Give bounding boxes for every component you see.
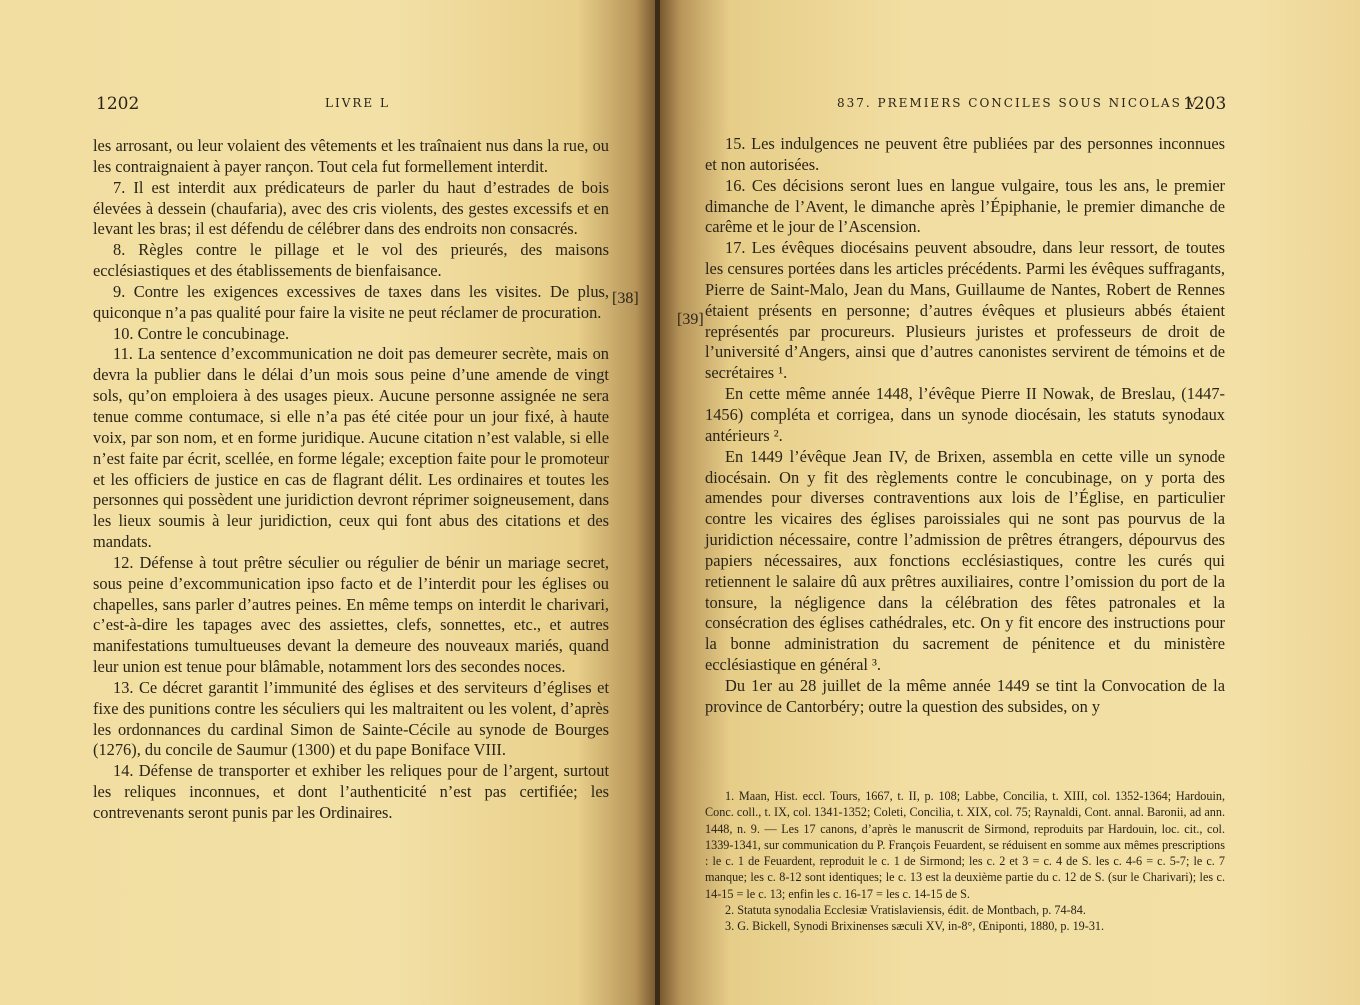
footnote: 1. Maan, Hist. eccl. Tours, 1667, t. II, p. 108; Labbe, Concilia, t. XIII, col. 1352-1364; Hardouin, Conc. coll., t. IX, col. 1341-1352; Coleti, Concilia, t. XIX, col. 75; Raynaldi, Cont. annal. Baronii, ad ann. 1448, n. 9. — Les 17 canons, d’après le manuscrit de Sirmond, reproduits par Hardouin, loc. cit., col. 1339-1341, sur communication du P. François Feuardent, se réduisent en somme aux mêmes prescriptions : le c. 1 de Feuardent, reproduit le c. 1 de Sirmond; les c. 2 et 3 = c. 4 de S. les c. 4-6 = c. 5-7; le c. 7 manque; les c. 8-12 sont identiques; le c. 13 est la deuxième partie du c. 12 de S. (sur le Charivari); les c. 14-15 = le c. 13; enfin les c. 16-17 = les c. 14-15 de S. bbox=[705, 789, 1225, 901]
paragraph: les arrosant, ou leur volaient des vêtements et les traînaient nus dans la rue, ou les contraignaient à payer rançon. Tout cela fut formellement interdit. bbox=[93, 136, 609, 176]
running-head: LIVRE L bbox=[325, 96, 390, 110]
margin-marker: [38] bbox=[612, 290, 639, 307]
paragraph: 17. Les évêques diocésains peuvent absoudre, dans leur ressort, de toutes les censures portées dans les articles précédents. Parmi les évêques suffragants, Pierre de Saint-Malo, Jean du Mans, Guillaume de Nantes, Robert de Rennes étaient présents en personne; d’autres évêques et plusieurs abbés étaient représentés par procureurs. Plusieurs juristes et professeurs de droit de l’université d’Angers, ainsi que d’autres canonistes servirent de témoins et de secrétaires ¹. bbox=[705, 238, 1225, 383]
paragraph: 9. Contre les exigences excessives de taxes dans les visites. De plus, quiconque n’a pas qualité pour faire la visite ne peut réclamer de procuration. bbox=[93, 281, 609, 322]
margin-marker: [39] bbox=[677, 311, 704, 328]
paragraph: Du 1er au 28 juillet de la même année 1449 se tint la Convocation de la province de Cantorbéry; outre la question des subsides, on y bbox=[705, 675, 1225, 716]
paragraph: 11. La sentence d’excommunication ne doit pas demeurer secrète, mais on devra la publier dans le délai d’un mois sous peine d’une amende de vingt sols, qu’on emploiera à des usages pieux. Aucune personne assignée ne sera tenue comme contumace, si elle n’a pas été citée pour un jour fixé, à haute voix, par son nom, et en forme juridique. Aucune citation n’est valable, si elle n’est faite par écrit, scellée, en forme légale; exception faite pour le promoteur et les officiers de justice en cas de flagrant délit. Les ordinaires et toutes les personnes qui possèdent une juridiction devront réprimer soigneusement, dans les lieux soumis à leur juridiction, ceux qui font abus des citations et des mandats. bbox=[93, 344, 609, 552]
paragraph: 14. Défense de transporter et exhiber les reliques pour de l’argent, surtout les reliques inconnues, et dont l’authenticité n’est pas certifiée; les contrevenants seront punis par les Ordinaires. bbox=[93, 761, 609, 822]
page-number: 1203 bbox=[1183, 94, 1227, 114]
paragraph: 15. Les indulgences ne peuvent être publiées par des personnes inconnues et non autorisées. bbox=[705, 134, 1225, 174]
paragraph: 13. Ce décret garantit l’immunité des églises et des serviteurs d’églises et fixe des punitions contre les séculiers qui les maltraitent ou les volent, d’après les ordonnances du cardinal Simon de Sainte-Cécile au synode de Bourges (1276), du concile de Saumur (1300) et du pape Boniface VIII. bbox=[93, 677, 609, 760]
running-head: 837. PREMIERS CONCILES SOUS NICOLAS V bbox=[837, 96, 1199, 110]
left-page bbox=[0, 0, 655, 1005]
paragraph: En 1449 l’évêque Jean IV, de Brixen, assembla en cette ville un synode diocésain. On y fit des règlements contre le concubinage, on y porta des amendes pour diverses contraventions aux lois de l’Église, en particulier contre les vicaires des églises paroissiales qui ne sont pas pourvus de la juridiction nécessaire, contre l’admission de prêtres étrangers, dépourvus des papiers nécessaires, aux fonctions ecclésiastiques, contre les curés qui retiennent le salaire dû aux prêtres auxiliaires, contre l’omission du port de la tonsure, la négligence dans la célébration des fêtes patronales et la consécration des églises cathédrales, etc. On y fit encore des instructions pour la bonne administration du sacrement de pénitence et du ministère ecclésiastique en général ³. bbox=[705, 446, 1225, 675]
page-number: 1202 bbox=[96, 94, 140, 114]
paragraph: 12. Défense à tout prêtre séculier ou régulier de bénir un mariage secret, sous peine d’excommunication ipso facto et de l’interdit pour les églises ou chapelles, sans parler d’autres peines. En même temps on interdit le charivari, c’est-à-dire les tapages avec des assiettes, clefs, sonnettes, etc., et autres manifestations tumultueuses devant la demeure des nouveaux mariés, quand leur union est tenue pour blâmable, notamment lors des secondes noces. bbox=[93, 552, 609, 677]
right-page bbox=[660, 0, 1360, 1005]
paragraph: 8. Règles contre le pillage et le vol des prieurés, des maisons ecclésiastiques et des établissements de bienfaisance. bbox=[93, 240, 609, 281]
footnotes bbox=[705, 788, 1225, 935]
right-body-text bbox=[705, 134, 1225, 718]
paragraph: 16. Ces décisions seront lues en langue vulgaire, tous les ans, le premier dimanche de l’Avent, le dimanche après l’Épiphanie, le premier dimanche de carême et le jour de l’Ascension. bbox=[705, 175, 1225, 237]
paragraph: En cette même année 1448, l’évêque Pierre II Nowak, de Breslau, (1447-1456) compléta et corrigea, dans un synode diocésain, les statuts synodaux antérieurs ². bbox=[705, 384, 1225, 445]
paragraph: 10. Contre le concubinage. bbox=[113, 323, 290, 343]
footnote: 2. Statuta synodalia Ecclesiæ Vratislaviensis, édit. de Montbach, p. 74-84. bbox=[725, 903, 1086, 918]
left-body-text bbox=[93, 136, 609, 824]
paragraph: 7. Il est interdit aux prédicateurs de parler du haut d’estrades de bois élevées à dessein (chaufaria), avec des cris violents, des gestes excessifs et en levant les bras; il est défendu de célébrer dans des endroits non consacrés. bbox=[93, 177, 609, 239]
footnote: 3. G. Bickell, Synodi Brixinenses sæculi XV, in-8°, Œniponti, 1880, p. 19-31. bbox=[725, 919, 1105, 934]
